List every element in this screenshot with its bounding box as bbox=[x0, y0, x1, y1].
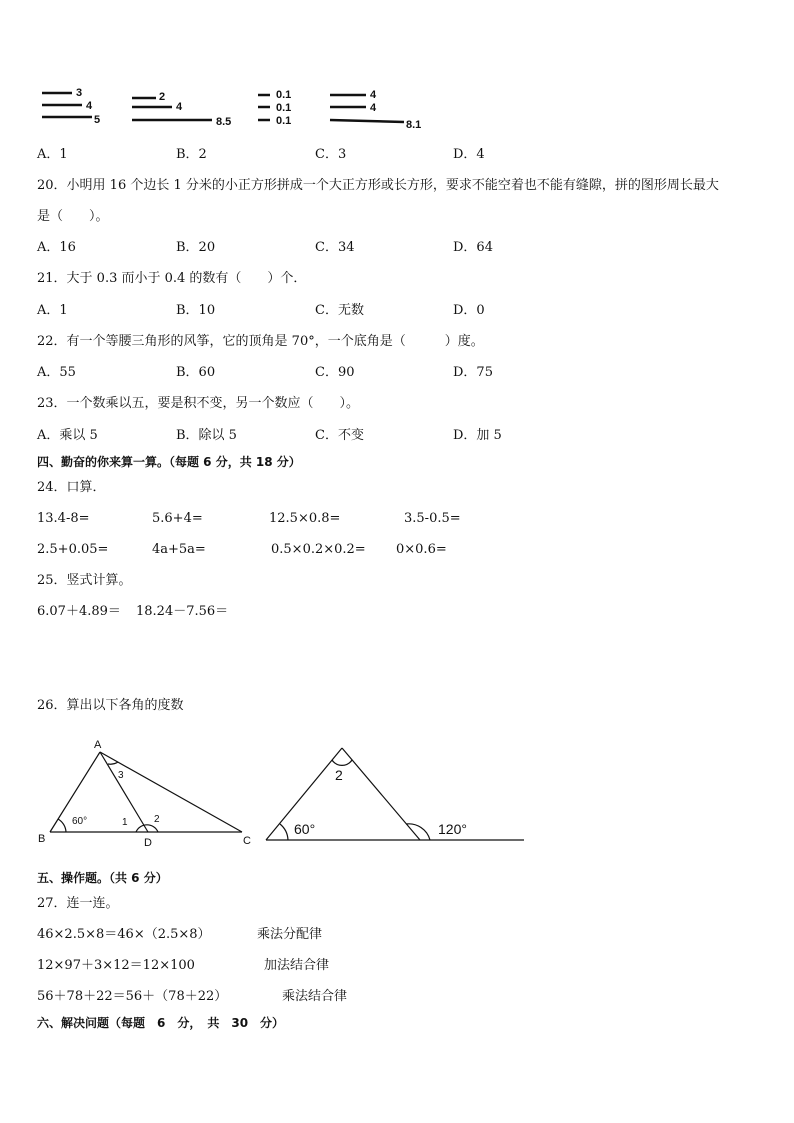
q19-option-c: C．3 bbox=[315, 147, 347, 162]
section6-heading: 六、解决问题（每题 6 分， 共 30 分） bbox=[37, 1016, 285, 1030]
stick-label: 0.1 bbox=[276, 115, 292, 127]
stick-label: 3 bbox=[76, 87, 83, 99]
q27-law: 乘法分配律 bbox=[257, 927, 323, 942]
q27-stem: 27．连一连。 bbox=[37, 896, 119, 911]
q24-expr: 2.5+0.05= bbox=[37, 542, 109, 557]
q22-stem: 22．有一个等腰三角形的风筝，它的顶角是 70°，一个底角是（ ）度。 bbox=[37, 334, 484, 349]
stick-label: 4 bbox=[370, 102, 377, 114]
q21-option-b: B．10 bbox=[176, 303, 216, 318]
angle-label-2: 2 bbox=[335, 767, 343, 783]
point-label-d: D bbox=[144, 837, 152, 849]
q27-expr: 56＋78＋22＝56＋（78＋22） bbox=[37, 989, 228, 1004]
q24-expr: 0.5×0.2×0.2= bbox=[271, 542, 366, 557]
q19-option-d: D．4 bbox=[453, 147, 485, 162]
q21-option-d: D．0 bbox=[453, 303, 485, 318]
q27-expr: 46×2.5×8＝46×（2.5×8） bbox=[37, 927, 211, 942]
q23-option-a: A．乘以 5 bbox=[37, 428, 98, 443]
stick-label: 8.1 bbox=[406, 119, 422, 131]
q23-stem: 23．一个数乘以五，要是积不变，另一个数应（ ）。 bbox=[37, 396, 360, 411]
q20-stem-line2: 是（ ）。 bbox=[37, 209, 109, 224]
angle-label-60: 60° bbox=[294, 821, 316, 837]
q20-option-c: C．34 bbox=[315, 240, 355, 255]
q25-expr: 6.07＋4.89＝ bbox=[37, 604, 121, 619]
q21-option-c: C．无数 bbox=[315, 303, 364, 318]
q25-stem: 25．竖式计算。 bbox=[37, 573, 132, 588]
angle-label-3: 3 bbox=[118, 770, 124, 781]
q27-law: 乘法结合律 bbox=[282, 989, 348, 1004]
q20-option-a: A．16 bbox=[37, 240, 76, 255]
q24-expr: 0×0.6= bbox=[396, 542, 447, 557]
point-label-b: B bbox=[38, 833, 46, 845]
section4-heading: 四、勤奋的你来算一算。（每题 6 分，共 18 分） bbox=[37, 455, 301, 469]
q27-law: 加法结合律 bbox=[264, 958, 330, 973]
q20-option-b: B．20 bbox=[176, 240, 216, 255]
section5-heading: 五、操作题。（共 6 分） bbox=[37, 871, 168, 885]
q24-expr: 13.4-8= bbox=[37, 511, 90, 526]
q24-expr: 4a+5a= bbox=[152, 542, 206, 557]
q21-option-a: A．1 bbox=[37, 303, 68, 318]
stick-label: 0.1 bbox=[276, 89, 292, 101]
q20-stem-line1: 20．小明用 16 个边长 1 分米的小正方形拼成一个大正方形或长方形，要求不能空着也不能有缝隙，拼的图形周长最大 bbox=[37, 178, 719, 193]
q25-expr: 18.24－7.56＝ bbox=[136, 604, 229, 619]
q24-stem: 24．口算． bbox=[37, 480, 106, 495]
point-label-c: C bbox=[243, 835, 251, 847]
q24-expr: 3.5-0.5= bbox=[404, 511, 461, 526]
stick-label: 4 bbox=[86, 100, 93, 112]
triangle-figure-1 bbox=[30, 730, 270, 852]
angle-label-1: 1 bbox=[122, 817, 128, 828]
q23-option-c: C．不变 bbox=[315, 428, 364, 443]
stick-label: 0.1 bbox=[276, 102, 292, 114]
q23-option-d: D．加 5 bbox=[453, 428, 502, 443]
q26-stem: 26．算出以下各角的度数 bbox=[37, 698, 184, 713]
q22-option-c: C．90 bbox=[315, 365, 355, 380]
stick-label: 4 bbox=[176, 101, 183, 113]
stick-label: 2 bbox=[159, 91, 166, 103]
q22-option-b: B．60 bbox=[176, 365, 216, 380]
triangle-figure-2 bbox=[262, 740, 526, 852]
q27-expr: 12×97＋3×12＝12×100 bbox=[37, 958, 195, 973]
q20-option-d: D．64 bbox=[453, 240, 493, 255]
stick-figures bbox=[36, 84, 456, 134]
q24-expr: 12.5×0.8= bbox=[269, 511, 341, 526]
q22-option-a: A．55 bbox=[37, 365, 76, 380]
point-label-a: A bbox=[94, 739, 102, 751]
angle-label-120: 120° bbox=[438, 821, 467, 837]
q21-stem: 21．大于 0.3 而小于 0.4 的数有（ ）个． bbox=[37, 271, 307, 286]
q19-option-a: A．1 bbox=[37, 147, 68, 162]
angle-label-b: 60° bbox=[72, 816, 88, 827]
q24-expr: 5.6+4= bbox=[152, 511, 203, 526]
q23-option-b: B．除以 5 bbox=[176, 428, 237, 443]
angle-label-2: 2 bbox=[154, 814, 160, 825]
stick-label: 4 bbox=[370, 89, 377, 101]
q22-option-d: D．75 bbox=[453, 365, 493, 380]
stick-label: 5 bbox=[94, 114, 101, 126]
stick-label: 8.5 bbox=[216, 116, 232, 128]
q19-option-b: B．2 bbox=[176, 147, 207, 162]
